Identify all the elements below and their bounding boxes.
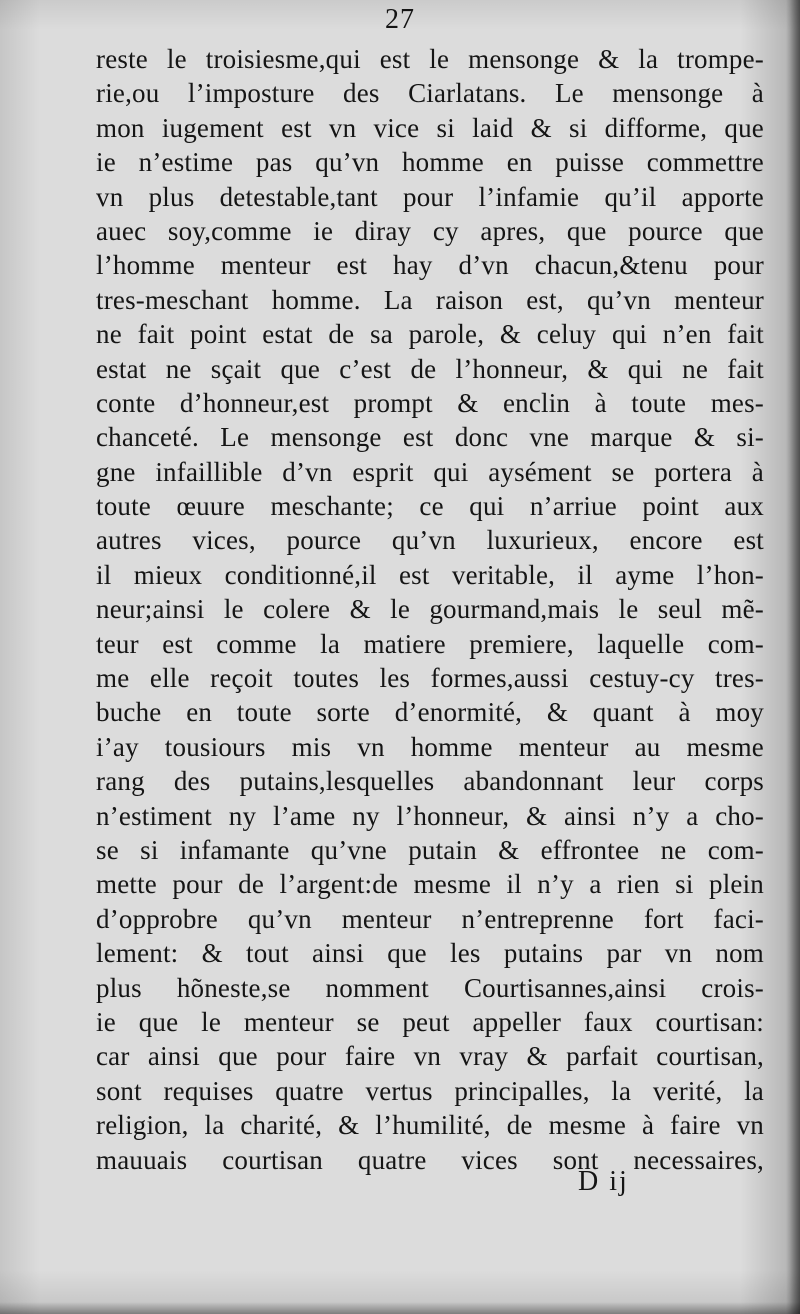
text-line: l’homme menteur est hay d’vn chacun,&tenu pour bbox=[96, 250, 764, 281]
text-line: ie n’estime pas qu’vn homme en puisse commettre bbox=[96, 147, 764, 178]
text-line: buche en toute sorte d’enormité, & quant à moy bbox=[96, 697, 764, 728]
text-line: mette pour de l’argent:de mesme il n’y a rien si plein bbox=[96, 869, 764, 900]
text-line: conte d’honneur,est prompt & enclin à toute mes- bbox=[96, 387, 764, 418]
text-line: il mieux conditionné,il est veritable, il ayme l’hon- bbox=[96, 559, 764, 590]
body-text bbox=[96, 42, 764, 1177]
text-line: me elle reçoit toutes les formes,aussi cestuy-cy tres- bbox=[96, 663, 764, 694]
text-line: ne fait point estat de sa parole, & celuy qui n’en fait bbox=[96, 319, 764, 350]
page-foot-shadow bbox=[0, 1302, 800, 1314]
page-edge-shadow bbox=[786, 0, 800, 1314]
text-line: chanceté. Le mensonge est donc vne marque & si- bbox=[96, 422, 764, 453]
text-line: plus hõneste,se nomment Courtisannes,ainsi crois- bbox=[96, 972, 764, 1003]
text-line: tres-meschant homme. La raison est, qu’vn menteur bbox=[96, 284, 764, 315]
text-line: vn plus detestable,tant pour l’infamie qu’il apporte bbox=[96, 181, 764, 212]
text-line: mon iugement est vn vice si laid & si difforme, que bbox=[96, 112, 764, 143]
text-line: sont requises quatre vertus principalles, la verité, la bbox=[96, 1075, 764, 1106]
text-line: lement: & tout ainsi que les putains par vn nom bbox=[96, 938, 764, 969]
text-line: estat ne sçait que c’est de l’honneur, & qui ne fait bbox=[96, 353, 764, 384]
text-line: gne infaillible d’vn esprit qui aysément se portera à bbox=[96, 456, 764, 487]
text-line: toute œuure meschante; ce qui n’arriue point aux bbox=[96, 491, 764, 522]
text-line: se si infamante qu’vne putain & effrontee ne com- bbox=[96, 834, 764, 865]
text-line: car ainsi que pour faire vn vray & parfait courtisan, bbox=[96, 1041, 764, 1072]
text-line: religion, la charité, & l’humilité, de mesme à faire vn bbox=[96, 1110, 764, 1141]
text-line: i’ay tousiours mis vn homme menteur au mesme bbox=[96, 731, 764, 762]
text-line: d’opprobre qu’vn menteur n’entreprenne fort faci- bbox=[96, 903, 764, 934]
text-line: autres vices, pource qu’vn luxurieux, encore est bbox=[96, 525, 764, 556]
text-line: n’estiment ny l’ame ny l’honneur, & ainsi n’y a cho- bbox=[96, 800, 764, 831]
text-line: reste le troisiesme,qui est le mensonge & la trompe- bbox=[96, 44, 764, 74]
signature-mark: D ij bbox=[578, 1166, 629, 1197]
text-line: teur est comme la matiere premiere, laquelle com- bbox=[96, 628, 764, 659]
text-line: mauuais courtisan quatre vices sont necessaires, bbox=[96, 1144, 764, 1175]
page-number: 27 bbox=[385, 4, 415, 35]
text-line: rie,ou l’imposture des Ciarlatans. Le mensonge à bbox=[96, 78, 764, 109]
text-line: auec soy,comme ie diray cy apres, que pource que bbox=[96, 215, 764, 246]
text-line: rang des putains,lesquelles abandonnant leur corps bbox=[96, 766, 764, 797]
text-line: neur;ainsi le colere & le gourmand,mais le seul mẽ- bbox=[96, 594, 764, 625]
text-line: ie que le menteur se peut appeller faux courtisan: bbox=[96, 1006, 764, 1037]
